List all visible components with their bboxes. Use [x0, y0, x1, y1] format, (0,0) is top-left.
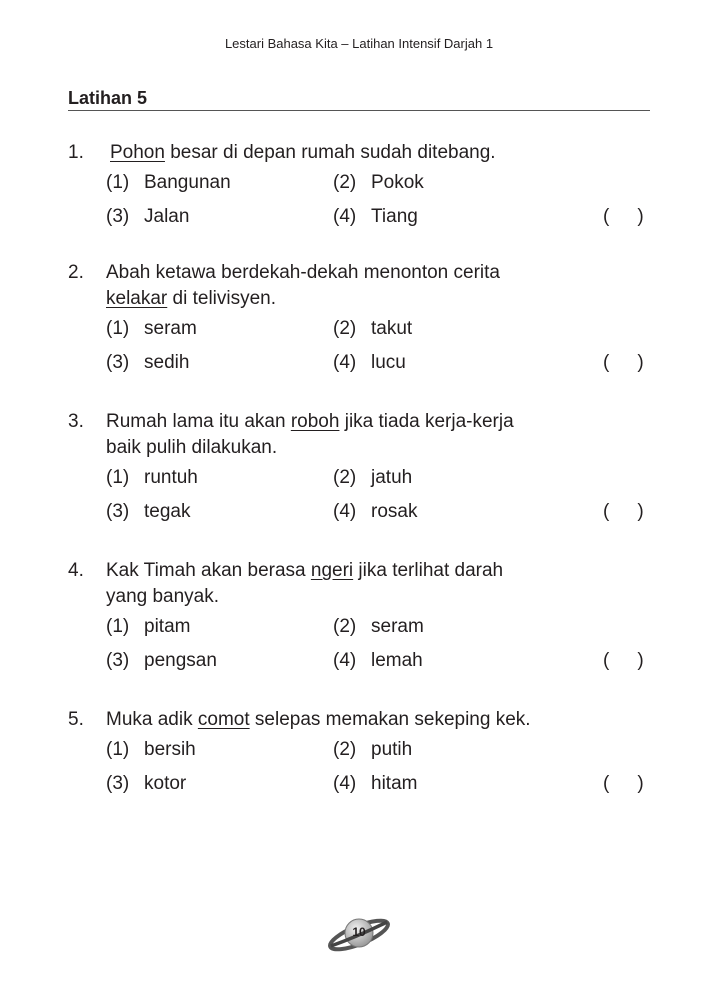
question-text: [106, 558, 658, 610]
question-text: [106, 707, 658, 733]
answer-box[interactable]: ( ): [603, 773, 644, 794]
option-2[interactable]: (2) putih: [333, 739, 413, 760]
question-text-after: di telivisyen.: [167, 288, 277, 309]
question-text-after: besar di depan rumah sudah ditebang.: [164, 142, 496, 163]
question-number: 2.: [68, 262, 84, 283]
question-number: 1.: [68, 142, 84, 163]
option-row: [68, 166, 658, 200]
question-text-after: selepas memakan sekeping kek.: [249, 709, 531, 730]
option-3[interactable]: (3) pengsan: [106, 650, 217, 671]
underlined-word: comot: [197, 709, 250, 730]
option-3[interactable]: (3) Jalan: [106, 206, 190, 227]
option-row: [68, 610, 658, 644]
question-text-before: Rumah lama itu akan: [106, 411, 291, 432]
question-text-after: jika tiada kerja-kerja: [339, 411, 514, 432]
option-row: [68, 461, 658, 495]
question-text-line2: baik pulih dilakukan.: [106, 437, 278, 458]
section-title: Latihan 5: [68, 88, 148, 108]
option-4[interactable]: (4) Tiang: [333, 206, 418, 227]
answer-box[interactable]: ( ): [603, 206, 644, 227]
option-2[interactable]: (2) Pokok: [333, 172, 424, 193]
option-1[interactable]: (1) Bangunan: [106, 172, 231, 193]
option-2[interactable]: (2) seram: [333, 616, 424, 637]
option-3[interactable]: (3) sedih: [106, 352, 190, 373]
question-text-before: Abah ketawa berdekah-dekah menonton cerita: [106, 262, 500, 283]
section-divider: [68, 110, 650, 111]
option-3[interactable]: (3) tegak: [106, 501, 191, 522]
option-row: [68, 200, 658, 234]
option-1[interactable]: (1) pitam: [106, 616, 191, 637]
underlined-word: ngeri: [310, 560, 354, 581]
option-1[interactable]: (1) bersih: [106, 739, 196, 760]
question-text: [106, 260, 658, 312]
answer-box[interactable]: ( ): [603, 352, 644, 373]
option-1[interactable]: (1) runtuh: [106, 467, 198, 488]
option-4[interactable]: (4) lemah: [333, 650, 423, 671]
question-number: 4.: [68, 560, 84, 581]
question-text-before: Kak Timah akan berasa: [106, 560, 311, 581]
option-row: [68, 495, 658, 529]
question-number: 3.: [68, 411, 84, 432]
question-text-after: jika terlihat darah: [353, 560, 504, 581]
question-4: [68, 558, 658, 678]
option-4[interactable]: (4) lucu: [333, 352, 406, 373]
question-text: [106, 409, 658, 461]
option-row: [68, 346, 658, 380]
question-5: [68, 707, 658, 801]
underlined-word: Pohon: [110, 142, 165, 163]
question-3: [68, 409, 658, 529]
underlined-word: roboh: [290, 411, 340, 432]
question-number: 5.: [68, 709, 84, 730]
option-row: [68, 767, 658, 801]
question-text-line2: yang banyak.: [106, 586, 220, 607]
option-2[interactable]: (2) jatuh: [333, 467, 413, 488]
option-row: [68, 733, 658, 767]
option-2[interactable]: (2) takut: [333, 318, 413, 339]
answer-box[interactable]: ( ): [603, 650, 644, 671]
option-row: [68, 644, 658, 678]
question-text: [110, 140, 658, 166]
page-number-badge: [325, 912, 393, 958]
page-number: 10: [352, 925, 366, 939]
option-1[interactable]: (1) seram: [106, 318, 197, 339]
underlined-word: kelakar: [106, 288, 168, 309]
option-row: [68, 312, 658, 346]
question-2: [68, 260, 658, 380]
option-3[interactable]: (3) kotor: [106, 773, 187, 794]
option-4[interactable]: (4) rosak: [333, 501, 418, 522]
option-4[interactable]: (4) hitam: [333, 773, 418, 794]
answer-box[interactable]: ( ): [603, 501, 644, 522]
page-header: Lestari Bahasa Kita – Latihan Intensif Darjah 1: [224, 36, 494, 51]
question-text-before: Muka adik: [106, 709, 198, 730]
question-1: [68, 140, 658, 234]
